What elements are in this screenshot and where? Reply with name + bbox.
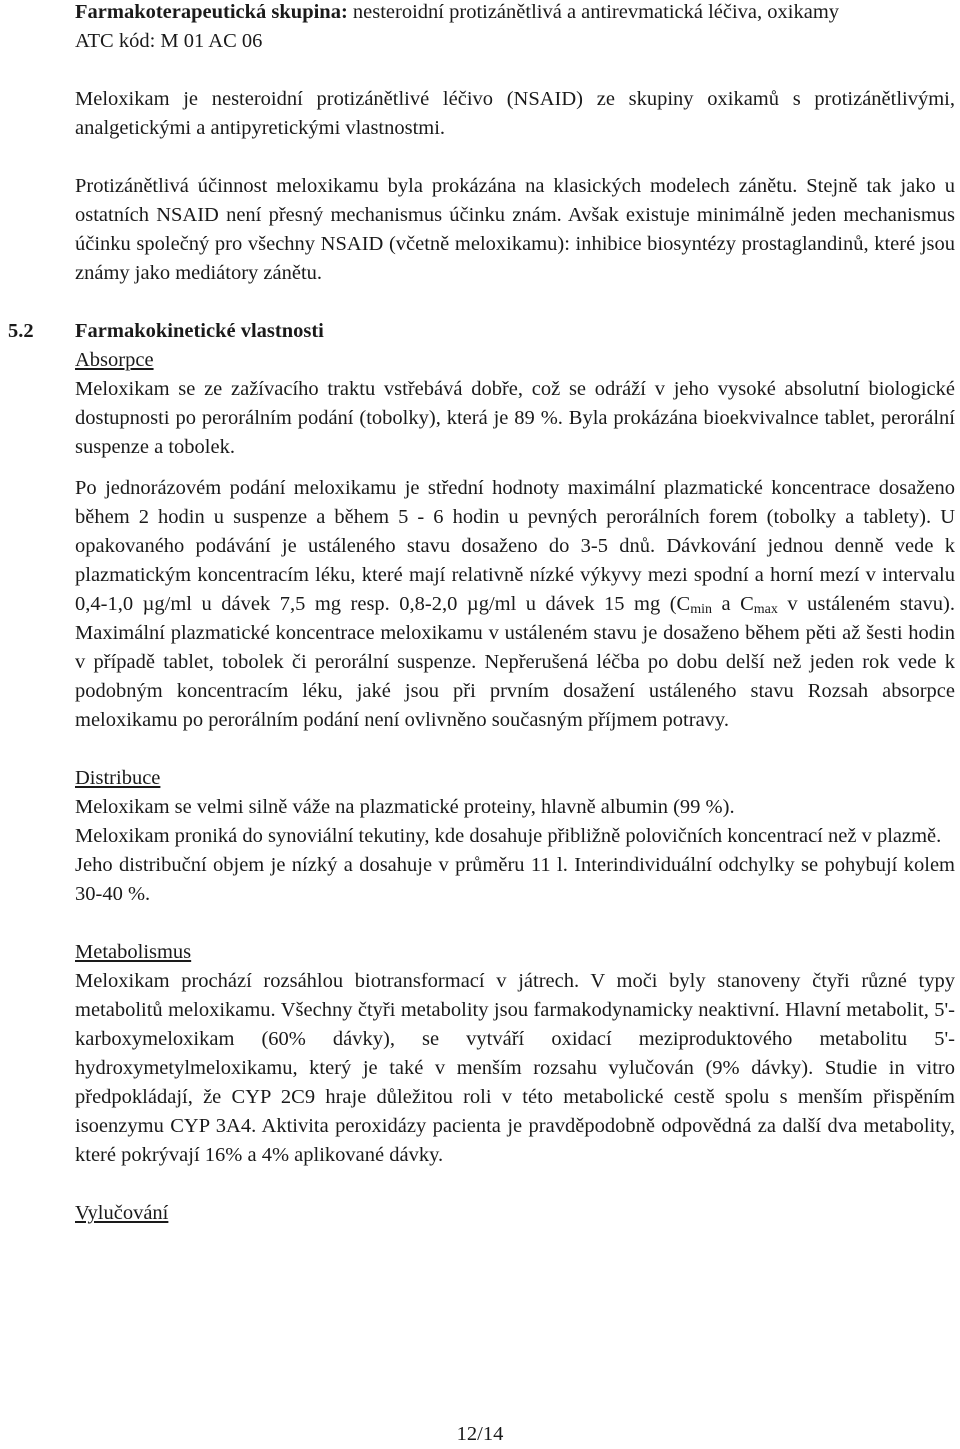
atc-code: ATC kód: M 01 AC 06	[75, 30, 263, 52]
pd-paragraph-2: Protizánětlivá účinnost meloxikamu byla prokázána na klasických modelech zánětu. Stejně tak jako u ostatních NSAID není přesný mechanismus účinku znám. Avšak existuje minimálně jeden mechanismus účinku společný pro všechny NSAID (včetně meloxikamu): inhibice biosyntézy prostaglandinů, které jsou známy jako mediátory zánětu.	[75, 175, 955, 284]
metabolism-heading: Metabolismus	[75, 941, 192, 963]
distribution-line-2: Meloxikam proniká do synoviální tekutiny, kde dosahuje přibližně polovičních koncentrací než v plazmě.	[75, 825, 942, 847]
absorption-paragraph-2: Po jednorázovém podání meloxikamu je střední hodnoty maximální plazmatické koncentrace dosaženo během 2 hodin u suspenze a během 5 - 6 hodin u pevných perorálních forem (tobolky a tablety). U opakovaného podávání je ustáleného stavu dosaženo do 3-5 dnů. Dávkování jednou denně vede k plazmatickým koncentracím léku, které mají relativně nízké výkyvy mezi spodní a horní mezí v intervalu 0,4-1,0 µg/ml u dávek 7,5 mg resp. 0,8-2,0 µg/ml u dávek 15 mg ($C_{min}$ a $C_{max}$ v ustáleném stavu). Maximální plazmatické koncentrace meloxikamu v ustáleném stavu je dosaženo během pěti až šesti hodin v případě tablet, tobolek či perorální suspenze. Nepřerušená léčba po dobu delší než jeden rok vede k podobným koncentracím léku, jaké jsou při prvním dosažení ustáleného stavu Rozsah absorpce meloxikamu po perorálním podání není ovlivněno současným příjmem potravy.	[75, 477, 956, 731]
distribution-line-1: Meloxikam se velmi silně váže na plazmatické proteiny, hlavně albumin (99 %).	[75, 796, 735, 818]
elimination-heading: Vylučování	[75, 1202, 169, 1224]
absorption-paragraph-1: Meloxikam se ze zažívacího traktu vstřebává dobře, což se odráží v jeho vysoké absolutní biologické dostupnosti po perorálním podání (tobolky), která je 89 %. Byla prokázána bioekvivalnce tablet, perorální suspenze a tobolek.	[75, 378, 955, 458]
pharmacotherapeutic-group	[75, 0, 955, 27]
group-value: nesteroidní protizánětlivá a antirevmatická léčiva, oxikamy	[347, 1, 840, 23]
document-page	[8, 0, 956, 1228]
group-label: Farmakoterapeutická skupina:	[75, 1, 348, 23]
pd-paragraph-1: Meloxikam je nesteroidní protizánětlivé léčivo (NSAID) ze skupiny oxikamů s protizánětlivými, analgetickými a antipyretickými vlastnostmi.	[75, 88, 955, 139]
metabolism-paragraph: Meloxikam prochází rozsáhlou biotransformací v játrech. V moči byly stanoveny čtyři různé typy metabolitů meloxikamu. Všechny čtyři metabolity jsou farmakodynamicky neaktivní. Hlavní metabolit, 5'-karboxymeloxikam (60% dávky), se vytváří oxidací meziproduktového metabolitu 5'- hydroxymetylmeloxikamu, který je také v menším rozsahu vylučován (9% dávky). Studie in vitro předpokládají, že CYP 2C9 hraje důležitou roli v této metabolické cestě spolu s menším přispěním isoenzymu CYP 3A4. Aktivita peroxidázy pacienta je pravděpodobně odpovědná za další dva metabolity, které pokrývají 16% a 4% aplikované dávky.	[75, 970, 955, 1166]
absorption-heading: Absorpce	[75, 349, 154, 371]
page-number: 12/14	[456, 1423, 504, 1445]
section-title: Farmakokinetické vlastnosti	[75, 320, 324, 342]
section-number: 5.2	[8, 320, 34, 342]
section-heading	[8, 317, 955, 346]
distribution-line-3: Jeho distribuční objem je nízký a dosahuje v průměru 11 l. Interindividuální odchylky se pohybují kolem 30-40 %.	[75, 854, 955, 905]
distribution-heading: Distribuce	[75, 767, 161, 789]
